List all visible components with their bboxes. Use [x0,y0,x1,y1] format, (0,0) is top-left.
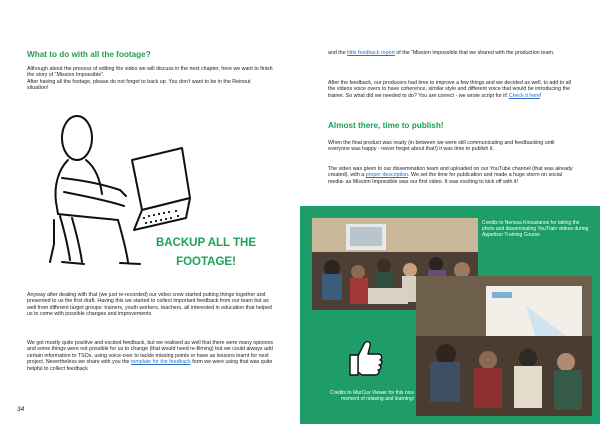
feedback-report-paragraph [328,50,574,56]
screen-workshop-photo [416,276,592,416]
report-text-b: of the “Mission Impossible that we shared with the production team. [394,50,555,56]
after-text-a: After the feedback, our producers had time to improve a few things and we decided as well, to add to all the videos voice overs to have coherence, similar style and different voice that would be introducing the trainer. So what did we needed to do? You are correct - we wrote script for it! [328,80,571,99]
backup-callout [146,234,266,272]
after-feedback-paragraph [328,80,574,99]
photo-panel [300,206,600,424]
backup-line-1: BACKUP ALL THE [155,237,257,249]
video-publish-paragraph [328,166,574,185]
photo-credit-top: Credits to Nerissa Kriousianos for taking the photo and disseminating YouTrain videos during Appetiser Training Course [482,220,589,239]
proper-description-link[interactable]: proper description [365,172,409,179]
positive-feedback-text-a: We got mostly quite positive and excited feedback, but we realised as well that there were many opinions and some things were not possible for us to change (that would need re-filming) but we could always add certain information to TSOs, using voice-over to tackle missing points or have as lessons learnt for next project. Nevertheless we share with you the [27,340,274,366]
video-text-a: The video was given to our dissemination team and uploaded on our YouTube channel (that was already created), with a [328,166,573,179]
after-text-b: ! [540,92,542,99]
page-number: 34 [17,406,25,413]
video-text-b: . We set the time for publication and made a huge storm on social media- as Mission Impossible was our first video. It was exciting to kick off with it! [328,172,562,185]
feedback-paragraph: Anyway after dealing with that (we just re-recorded) our video crew started putting things together and presented to us the first draft. Having this we started to collect important feedback from our team but as well from different target groups: trainers, youth workers, teachers, all interested in education that helped us to come with possible changes and improvements. [27,292,272,318]
thumbs-up-icon [344,336,388,380]
positive-feedback-text-b: form we were using that was quite helpful to collect feedback [27,359,273,372]
heading-publish: Almost there, time to publish! [328,121,444,130]
intro-paragraph-2: After having all the footage, please do not forget to back up. You don’t want to be in the Reinout situation! [27,79,251,92]
backup-line-2: FOOTAGE! [176,256,236,268]
ready-paragraph: When the final product was ready (in between we were still communicating and feedbacking until everyone was happy - never forget about that!) it was time to publish it. [328,140,555,153]
photo-credit-bottom: Credits to MarCus Viewer for this nice moment of relaxing and learning! [330,390,414,403]
feedback-report-link[interactable]: little feedback report [347,50,395,56]
intro-paragraph-1: Although about the process of editing the video we will discuss in the next chapter, here we want to finish the story of “Mission Impossible”. [27,66,273,79]
positive-feedback-paragraph [27,340,275,372]
feedback-template-link[interactable]: template for the feedback [130,359,191,366]
script-check-link[interactable]: Check it here [508,92,540,99]
report-text-a: and the [328,50,348,56]
heading-footage: What to do with all the footage? [27,50,151,59]
